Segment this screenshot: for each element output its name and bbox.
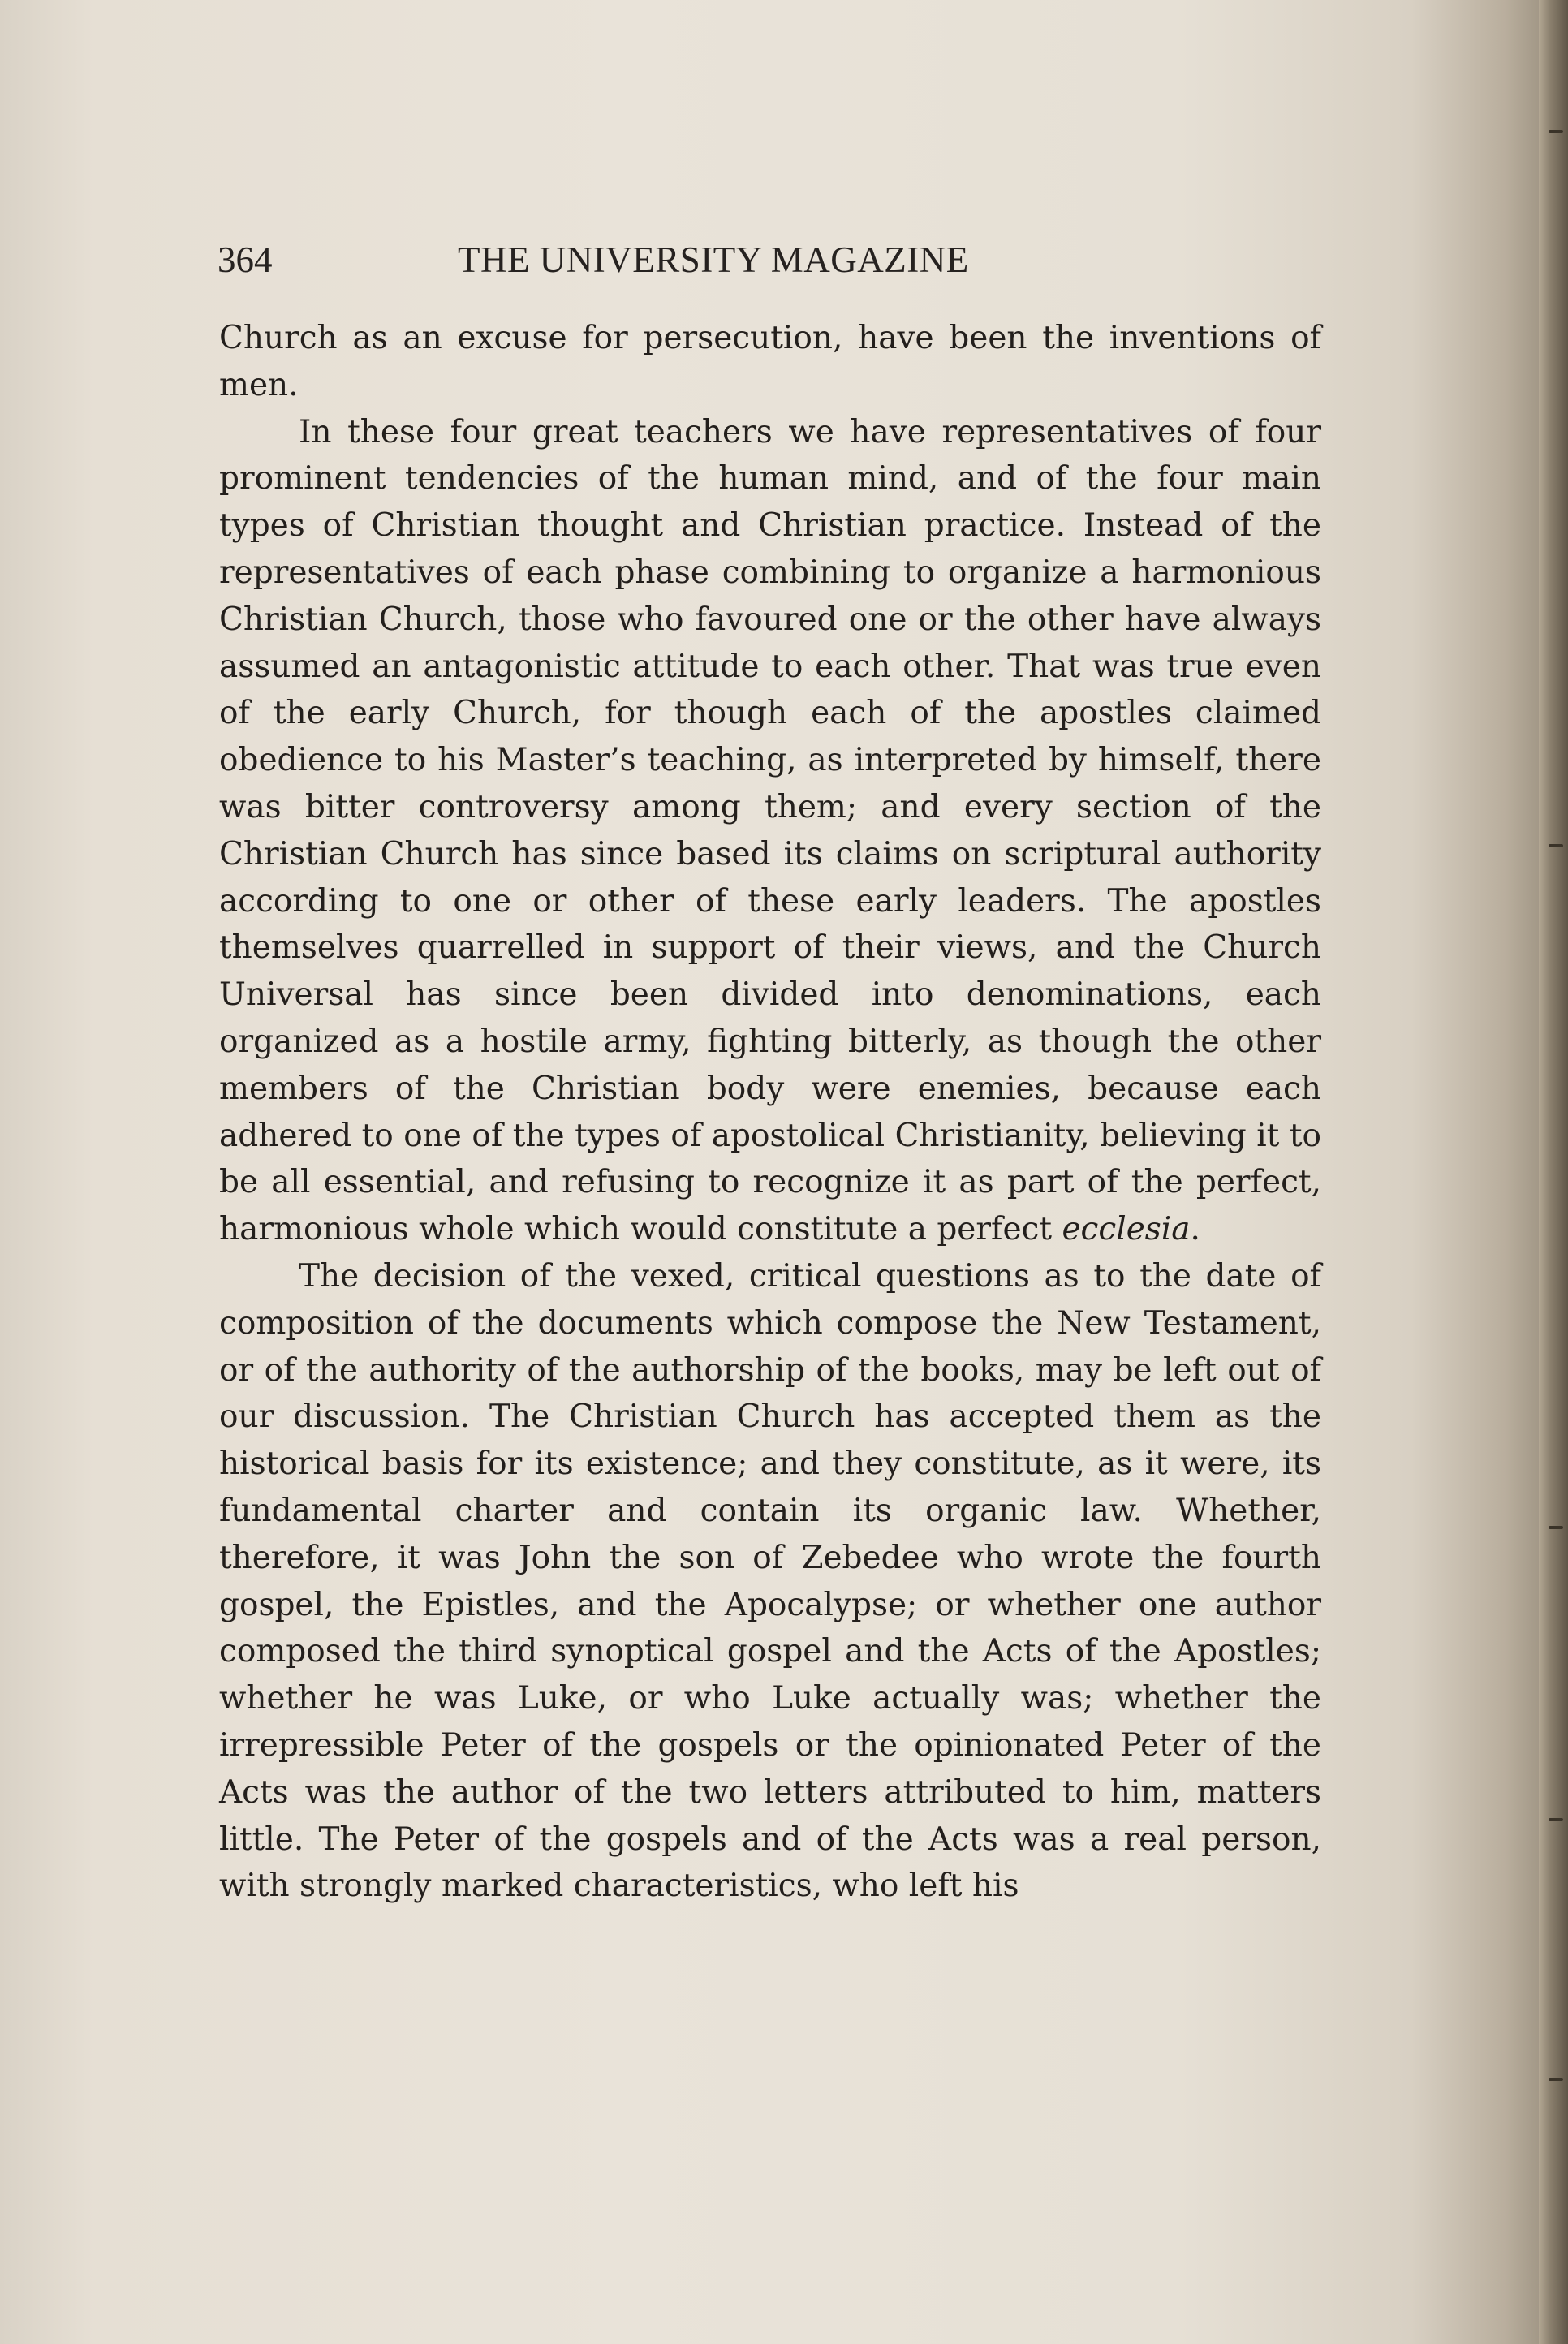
edge-mark	[1549, 1526, 1563, 1529]
paragraph-text: Church as an excuse for persecution, have been the inventions of men.	[219, 320, 1321, 403]
paragraph-text: In these four great teachers we have representatives of four prominent tendencies of the human mind, and of the four main types of Christian thought and Christian practice. Instead of the representatives of each phase combining to organize a harmonious Christian Church, those who favoured one or the other have always assumed an antagonistic attitude to each other. That was true even of the early Church, for though each of the apostles claimed obedience to his Master’s teaching, as interpreted by himself, there was bitter controversy among them; and every section of the Christian Church has since based its claims on scriptural authority according to one or other of these early leaders. The apostles themselves quarrelled in support of their views, and the Church Universal has since been divided into denominations, each organized as a hostile army, fighting bitterly, as though the other members of the Christian body were enemies, because each adhered to one of the types of apostolical Christianity, believing it to be all essential, and refusing to recognize it as part of the perfect, harmonious whole which would constitute a perfect	[219, 413, 1321, 1248]
edge-mark	[1549, 844, 1563, 847]
running-title: THE UNIVERSITY MAGAZINE	[458, 239, 969, 280]
page-edge	[1539, 0, 1568, 2344]
paragraph-2	[219, 409, 1321, 1253]
paragraph-1	[219, 315, 1321, 409]
edge-mark	[1549, 130, 1563, 133]
paragraph-end-punctuation: .	[1190, 1211, 1200, 1248]
body-text	[219, 315, 1321, 1910]
paragraph-text: The decision of the vexed, critical questions as to the date of composition of the documents which compose the New Testament, or of the authority of the authorship of the books, may be left out of our discussion. The Christian Church has accepted them as the historical basis for its existence; and they constitute, as it were, its fundamental charter and contain its organic law. Whether, therefore, it was John the son of Zebedee who wrote the fourth gospel, the Epistles, and the Apocalypse; or whether one author composed the third synoptical gospel and the Acts of the Apostles; whether he was Luke, or who Luke actually was; whether the irrepressible Peter of the gospels or the opinionated Peter of the Acts was the author of the two letters attributed to him, matters little. The Peter of the gospels and of the Acts was a real person, with strongly marked characteristics, who left his	[219, 1257, 1321, 1905]
paragraph-3	[219, 1253, 1321, 1910]
italic-term: ecclesia	[1062, 1211, 1191, 1248]
edge-mark	[1549, 1818, 1563, 1821]
edge-mark	[1549, 2078, 1563, 2081]
running-header	[218, 235, 1321, 284]
page-number: 364	[218, 239, 273, 280]
